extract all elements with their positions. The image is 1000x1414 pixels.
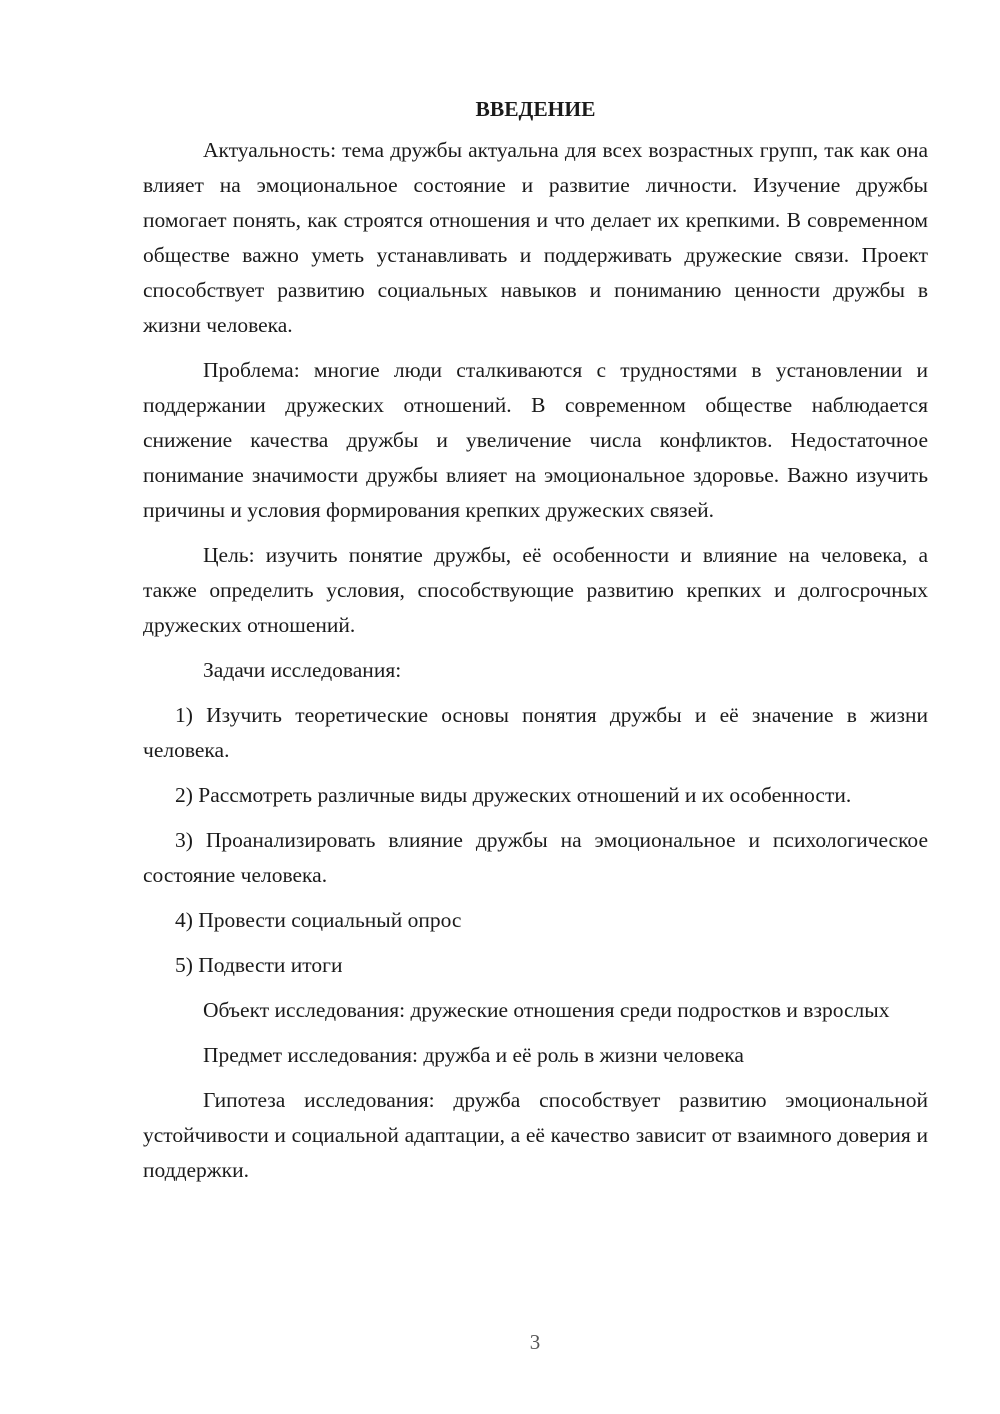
task-item-5: 5) Подвести итоги — [175, 953, 343, 977]
relevance-paragraph: Актуальность: тема дружбы актуальна для всех возрастных групп, так как она влияет на эмоциональное состояние и развитие личности. Изучение дружбы помогает понять, как строятся отношения и что делает их крепкими. В современном обществе важно уметь устанавливать и поддерживать дружеские связи. Проект способствует развитию социальных навыков и пониманию ценности дружбы в жизни человека. — [143, 138, 928, 337]
page-title: ВВЕДЕНИЕ — [475, 97, 596, 121]
object-paragraph: Объект исследования: дружеские отношения среди подростков и взрослых — [203, 998, 890, 1022]
task-item-2: 2) Рассмотреть различные виды дружеских отношений и их особенности. — [175, 783, 852, 807]
hypothesis-paragraph: Гипотеза исследования: дружба способствует развитию эмоциональной устойчивости и социальной адаптации, а её качество зависит от взаимного доверия и поддержки. — [143, 1088, 928, 1182]
task-item-4: 4) Провести социальный опрос — [175, 908, 462, 932]
problem-paragraph: Проблема: многие люди сталкиваются с трудностями в установлении и поддержании дружеских отношений. В современном обществе наблюдается снижение качества дружбы и увеличение числа конфликтов. Недостаточное понимание значимости дружбы влияет на эмоциональное здоровье. Важно изучить причины и условия формирования крепких дружеских связей. — [143, 358, 928, 522]
subject-paragraph: Предмет исследования: дружба и её роль в жизни человека — [203, 1043, 744, 1067]
goal-paragraph: Цель: изучить понятие дружбы, её особенности и влияние на человека, а также определить условия, способствующие развитию крепких и долгосрочных дружеских отношений. — [143, 543, 928, 637]
page-body — [143, 92, 928, 1198]
task-item-1: 1) Изучить теоретические основы понятия дружбы и её значение в жизни человека. — [143, 703, 928, 762]
page-number: 3 — [529, 1330, 541, 1354]
tasks-heading: Задачи исследования: — [203, 658, 402, 682]
task-item-3: 3) Проанализировать влияние дружбы на эмоциональное и психологическое состояние человека. — [143, 828, 928, 887]
